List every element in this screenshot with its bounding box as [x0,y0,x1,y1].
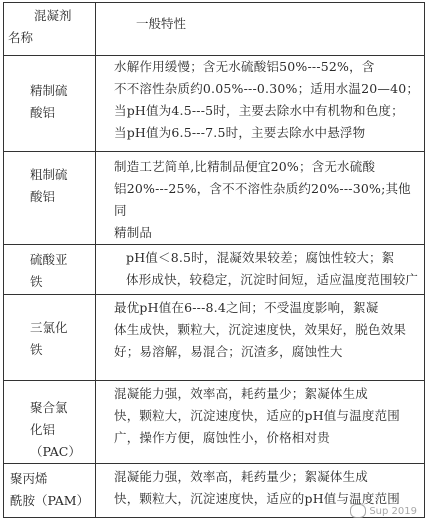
header-col1-line1: 混凝剂 [34,8,72,23]
row-desc: 混凝能力强，效率高，耗药量少；絮凝体生成 快，颗粒大，沉淀速度快，适应的pH值与温度范围 [114,469,401,506]
watermark [350,504,417,518]
table-row [4,381,425,464]
row-desc: 水解作用缓慢；含无水硫酸铝50%---52%，含 不不溶性杂质约0.05%---0.30%；适用水温20—40； 当pH值为4.5---5时，主要去除水中有机物和色度； 当pH值为6.5---7.5时，主要去除水中悬浮物 [114,59,420,140]
table-row [4,295,425,381]
table-header-row [4,3,425,56]
row-name: 硫酸亚 铁 [30,252,68,289]
header-prop-cell [96,3,425,56]
row-name: 精制硫 酸铝 [30,83,68,120]
row-name: 聚丙烯 酰胺（PAM） [10,471,90,508]
row-name: 粗制硫 酸铝 [30,167,68,204]
wechat-icon [350,504,366,518]
row-name: 三氯化 铁 [30,320,68,357]
row-name: 聚合氯 化铝（PAC） [30,400,81,459]
header-col2: 一般特性 [136,16,187,31]
table-row [4,152,425,245]
table-row [4,56,425,152]
row-desc: 制造工艺简单,比精制品便宜20%；含无水硫酸 铝20%---25%，含不不溶性杂质约20%---30%;其他同 精制品 [114,159,411,240]
coagulant-table [3,2,425,518]
row-desc: pH值＜8.5时，混凝效果较差；腐蚀性较大；絮 体形成快，较稳定，沉淀时间短，适应温度范围较广 [126,250,419,287]
watermark-text: Sup 2019 [369,505,417,517]
table-row [4,245,425,295]
row-desc: 混凝能力强，效率高，耗药量少；絮凝体生成 快，颗粒大，沉淀速度快，适应的pH值与温度范围 广，操作方便，腐蚀性小，价格相对贵 [114,386,401,445]
header-col1-line2: 名称 [8,30,34,45]
header-name-cell [4,3,96,56]
row-desc: 最优pH值在6---8.4之间；不受温度影响，絮凝 体生成快，颗粒大，沉淀速度快，效果好，脱色效果 好；易溶解，易混合；沉渣多，腐蚀性大 [114,300,407,359]
